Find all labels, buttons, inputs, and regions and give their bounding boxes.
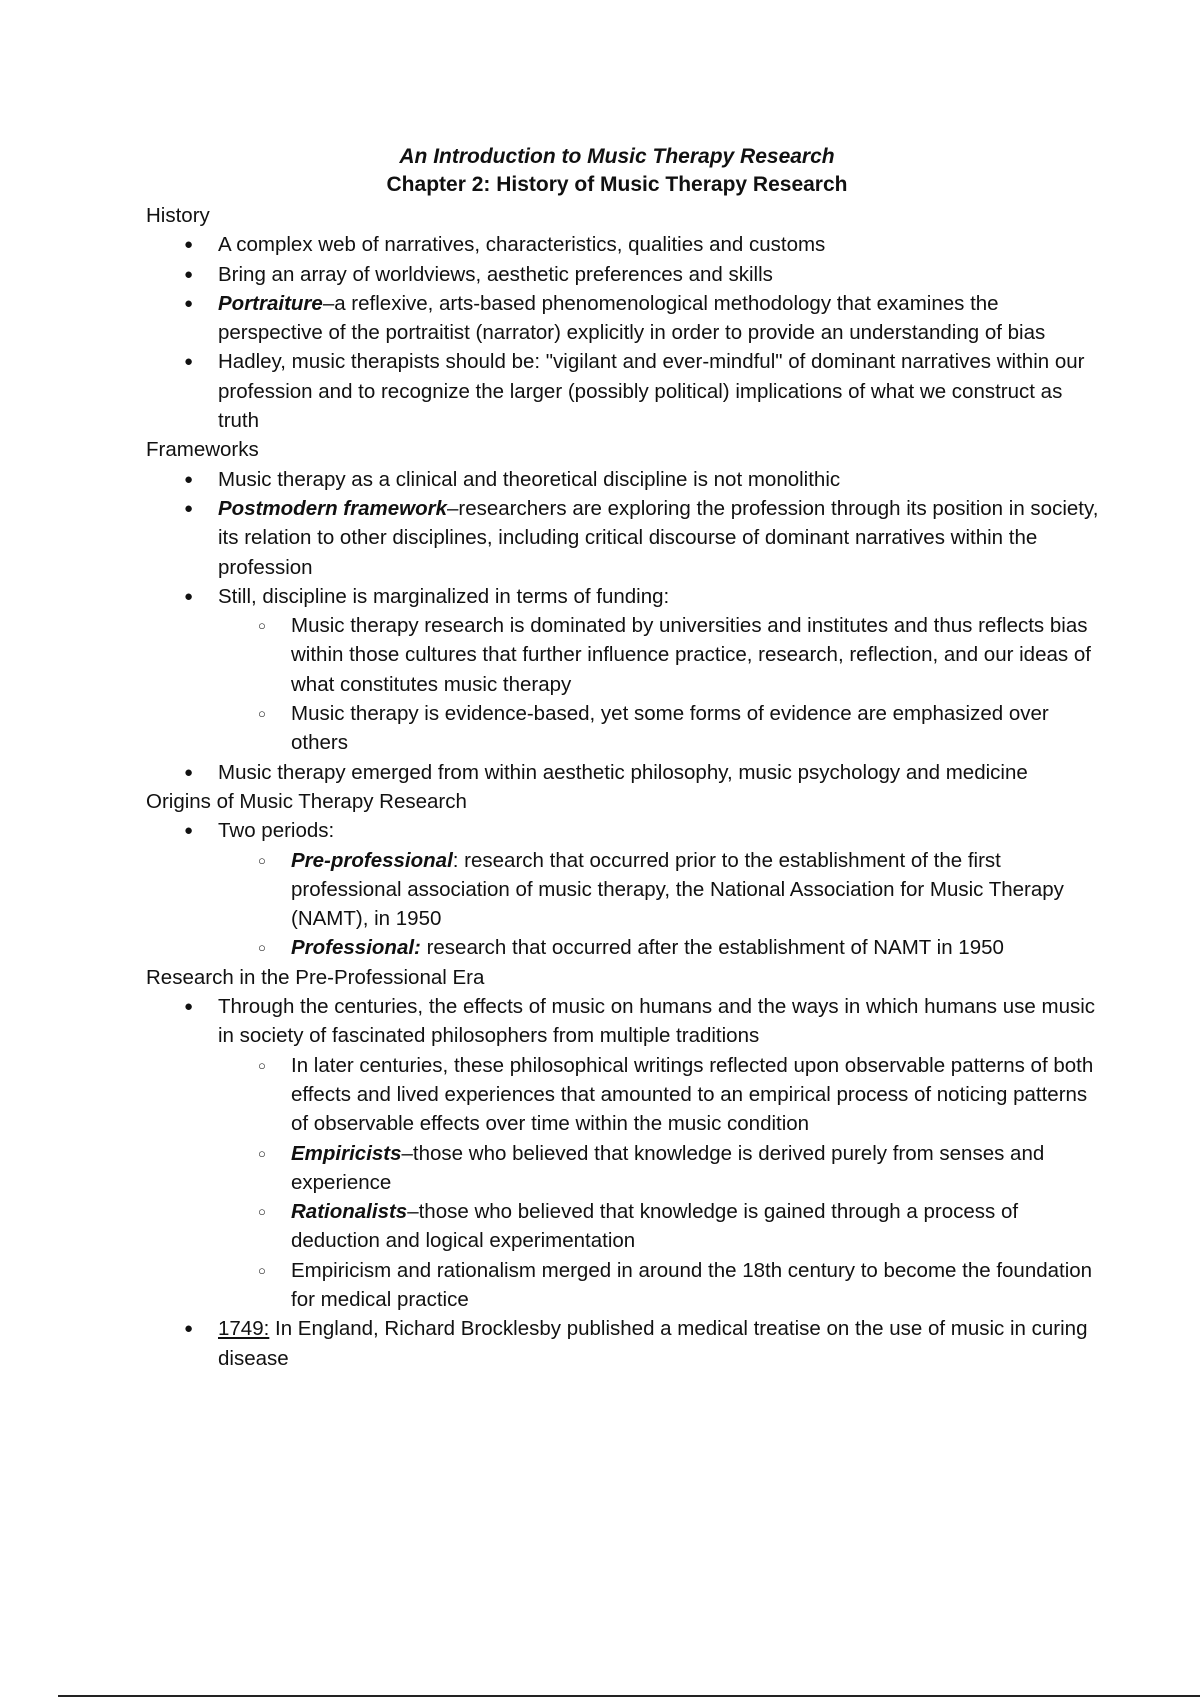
- origins-list: [146, 816, 1106, 962]
- heading-origins: Origins of Music Therapy Research: [146, 789, 467, 813]
- list-item: ● Through the centuries, the effects of music on humans and the ways in which humans use music in society of fascinated philosophers from multiple traditions ○ In later centuries, these philosophical writings reflected upon observable patterns of both effects and lived experiences that amounted to an empirical process of noticing patterns of observable effects over time within the music condition ○ Empiricists–those who believed that knowledge is derived purely from senses and experience ○ Rationalists–those who believed that knowledge is gained through a process of deduction and logical experimentation ○ Empiricism and rationalism merged in around the 18th century to become the foundation for medical practice: [146, 992, 1106, 1314]
- sublist-item: ○ Music therapy is evidence-based, yet some forms of evidence are emphasized over others: [146, 699, 1106, 758]
- frameworks-list: [146, 465, 1106, 787]
- list-item: ● Two periods: ○ Pre-professional: research that occurred prior to the establishment of the first professional association of music therapy, the National Association for Music Therapy (NAMT), in 1950 ○ Professional: research that occurred after the establishment of NAMT in 1950: [146, 816, 1106, 962]
- document-body: [146, 201, 1106, 1373]
- sublist-item: ○ Pre-professional: research that occurred prior to the establishment of the first professional association of music therapy, the National Association for Music Therapy (NAMT), in 1950: [146, 846, 1106, 934]
- funding-sublist: [218, 611, 1106, 757]
- term-rationalists: Rationalists: [291, 1200, 408, 1224]
- date-1749: 1749:: [218, 1317, 270, 1341]
- list-item: ● A complex web of narratives, characteristics, qualities and customs: [146, 230, 1106, 259]
- heading-history: History: [146, 204, 210, 227]
- list-item: ● Still, discipline is marginalized in terms of funding: ○ Music therapy research is dominated by universities and institutes and thus reflects bias within those cultures that further influence practice, research, reflection, and our ideas of what constitutes music therapy ○ Music therapy is evidence-based, yet some forms of evidence are emphasized over others: [146, 582, 1106, 758]
- heading-pre-professional-era: Research in the Pre-Professional Era: [146, 965, 485, 989]
- sublist-item: ○ In later centuries, these philosophical writings reflected upon observable patterns of both effects and lived experiences that amounted to an empirical process of noticing patterns of observable effects over time within the music condition: [146, 1051, 1106, 1139]
- list-item: ● Music therapy emerged from within aesthetic philosophy, music psychology and medicine: [146, 758, 1106, 787]
- term-pre-professional: Pre-professional: [291, 848, 453, 872]
- term-portraiture: Portraiture: [218, 291, 323, 315]
- sublist-item: ○ Professional: research that occurred after the establishment of NAMT in 1950: [146, 933, 1106, 962]
- list-item: ● 1749: In England, Richard Brocklesby published a medical treatise on the use of music in curing disease: [146, 1314, 1106, 1373]
- list-item: ● Music therapy as a clinical and theoretical discipline is not monolithic: [146, 465, 1106, 494]
- history-list: [146, 230, 1106, 435]
- sublist-item: ○ Empiricists–those who believed that knowledge is derived purely from senses and experience: [146, 1139, 1106, 1198]
- heading-frameworks: Frameworks: [146, 438, 259, 462]
- pre-professional-list: [146, 992, 1106, 1373]
- list-item: ● Portraiture–a reflexive, arts-based phenomenological methodology that examines the perspective of the portraitist (narrator) explicitly in order to provide an understanding of bias: [146, 289, 1106, 348]
- term-postmodern-framework: Postmodern framework: [218, 496, 447, 520]
- philosophy-sublist: [218, 1051, 1106, 1315]
- term-professional: Professional:: [291, 936, 421, 960]
- chapter-title: Chapter 2: History of Music Therapy Research: [386, 173, 848, 196]
- sublist-item: ○ Empiricism and rationalism merged in around the 18th century to become the foundation for medical practice: [146, 1256, 1106, 1315]
- bottom-divider: [58, 1695, 1200, 1697]
- list-item: ● Postmodern framework–researchers are exploring the profession through its position in society, its relation to other disciplines, including critical discourse of dominant narratives within the profession: [146, 494, 1106, 582]
- sublist-item: ○ Music therapy research is dominated by universities and institutes and thus reflects bias within those cultures that further influence practice, research, reflection, and our ideas of what constitutes music therapy: [146, 611, 1106, 699]
- list-item: ● Hadley, music therapists should be: "vigilant and ever-mindful" of dominant narratives within our profession and to recognize the larger (possibly political) implications of what we construct as truth: [146, 347, 1106, 435]
- document-title: An Introduction to Music Therapy Research: [399, 145, 835, 168]
- list-item: ● Bring an array of worldviews, aesthetic preferences and skills: [146, 260, 1106, 289]
- sublist-item: ○ Rationalists–those who believed that knowledge is gained through a process of deduction and logical experimentation: [146, 1197, 1106, 1256]
- term-empiricists: Empiricists: [291, 1141, 402, 1165]
- periods-sublist: [218, 846, 1106, 963]
